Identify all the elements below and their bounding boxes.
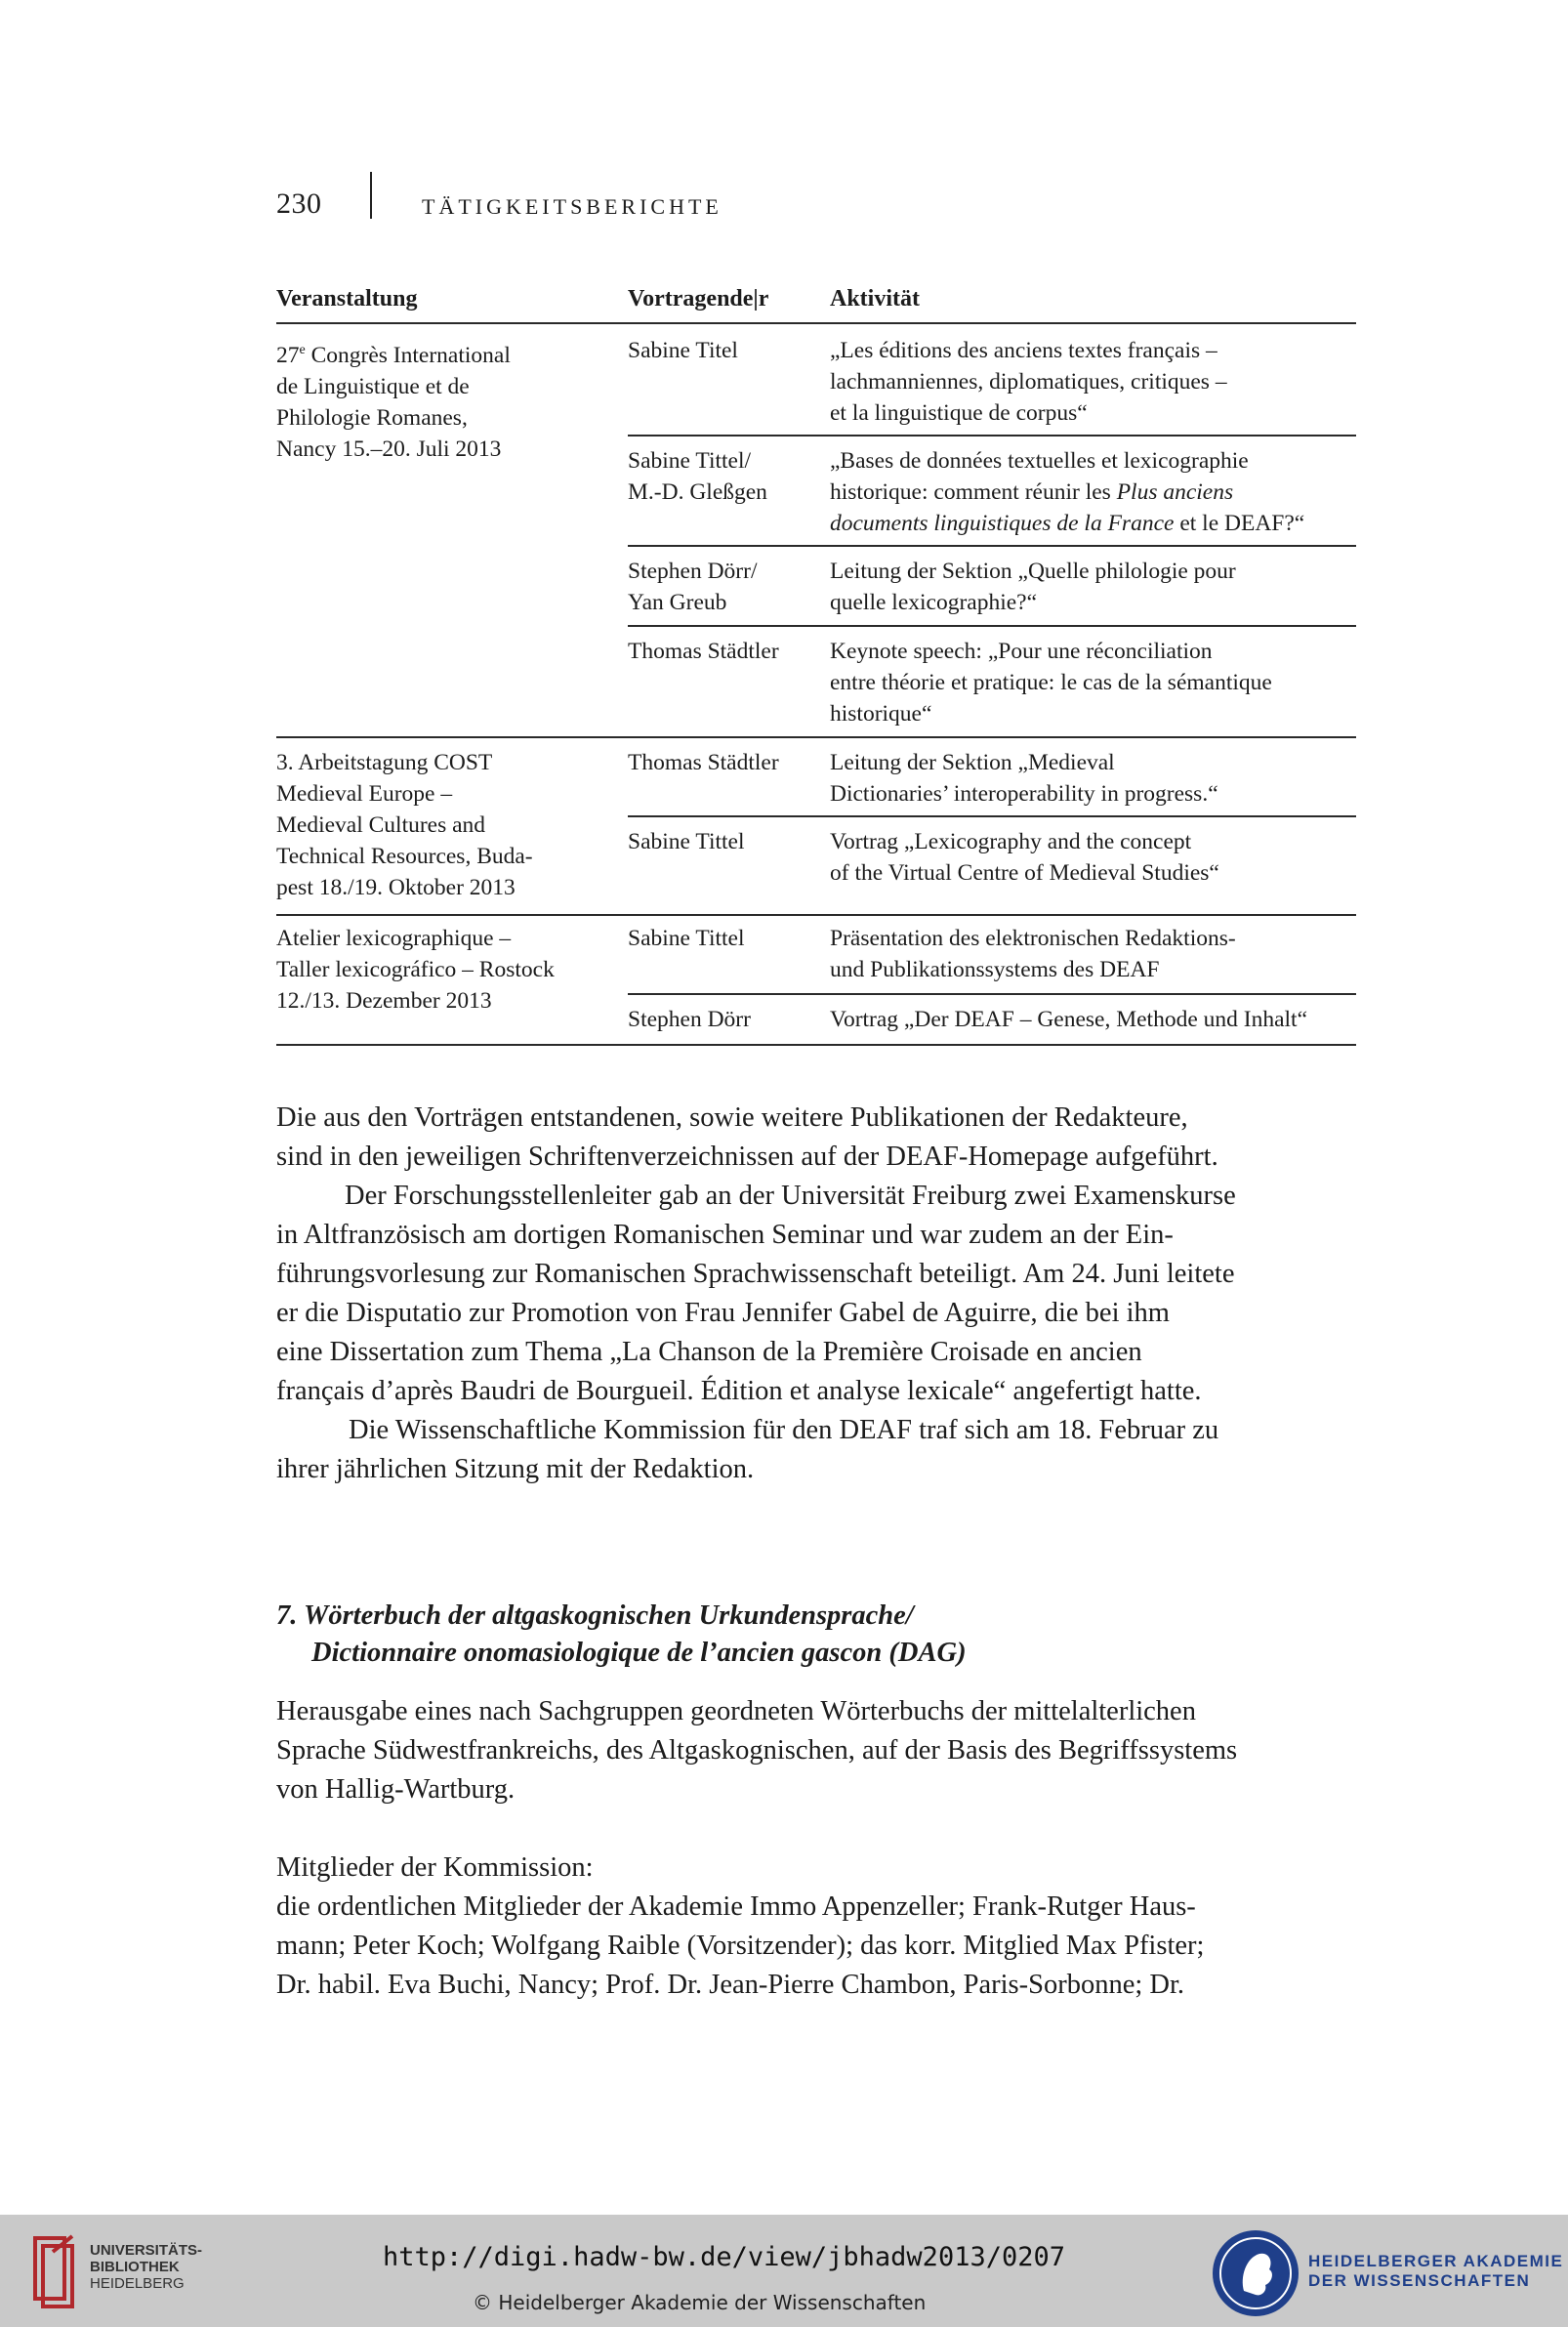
activity-cell: Vortrag „Der DEAF – Genese, Methode und Inhalt“ xyxy=(830,1007,1308,1032)
table-bottom-rule xyxy=(276,1044,1356,1046)
activity-cell: Leitung der Sektion „Quelle philologie pour quelle lexicographie?“ xyxy=(830,559,1236,615)
copyright-notice: © Heidelberger Akademie der Wissenschaften xyxy=(473,2291,927,2314)
group-rule xyxy=(276,914,1356,916)
academy-name: HEIDELBERGER AKADEMIE DER WISSENSCHAFTEN xyxy=(1308,2252,1564,2290)
column-header-speaker: Vortragende|r xyxy=(628,286,769,312)
activity-cell: „Bases de données textuelles et lexicographie historique: comment réunir les Plus anciens documents linguistiques de la France et le DEAF?“ xyxy=(830,448,1305,536)
page-number: 230 xyxy=(276,187,322,220)
speaker-cell: Thomas Städtler xyxy=(628,639,779,664)
table-header-rule xyxy=(276,322,1356,324)
activity-cell: „Les éditions des anciens textes français – lachmanniennes, diplomatiques, critiques – et la linguistique de corpus“ xyxy=(830,338,1227,426)
paragraph-commission: Die Wissenschaftliche Kommission für den DEAF traf sich am 18. Februar zu ihrer jährlichen Sitzung mit der Redaktion. xyxy=(276,1415,1219,1484)
university-library-logo-icon xyxy=(29,2232,88,2310)
activity-cell: Leitung der Sektion „Medieval Dictionaries’ interoperability in progress.“ xyxy=(830,750,1218,807)
paragraph-teaching: Der Forschungsstellenleiter gab an der Universität Freiburg zwei Examenskurse in Altfranzösisch am dortigen Romanischen Seminar und war zudem an der Ein- führungsvorlesung zur Romanischen Sprachwissenschaft beteiligt. Am 24. Juni leitete er die Disputatio zur Promotion von Frau Jennifer Gabel de Aguirre, die bei ihm eine Dissertation zum Thema „La Chanson de la Première Croisade en ancien français d’après Baudri de Bourgueil. Édition et analyse lexicale“ angefertigt hatte. xyxy=(276,1181,1236,1406)
section-heading: 7. Wörterbuch der altgaskognischen Urkundensprache/ Dictionnaire onomasiologique de l’ancien gascon (DAG) xyxy=(276,1600,967,1668)
members-label: Mitglieder der Kommission: xyxy=(276,1852,594,1883)
paragraph-dag-intro: Herausgabe eines nach Sachgruppen geordneten Wörterbuchs der mittelalterlichen Sprache Südwestfrankreichs, des Altgaskognischen, auf der Basis des Begriffssystems von Hallig-Wartburg. xyxy=(276,1696,1238,1805)
paragraph-publications: Die aus den Vorträgen entstandenen, sowie weitere Publikationen der Redakteure, sind in den jeweiligen Schriftenverzeichnissen auf der DEAF-Homepage aufgeführt. xyxy=(276,1102,1218,1172)
speaker-cell: Stephen Dörr/ Yan Greub xyxy=(628,559,758,615)
paragraph-members: Mitglieder der Kommission: die ordentlichen Mitglieder der Akademie Immo Appenzeller; Frank-Rutger Haus- mann; Peter Koch; Wolfgang Raible (Vorsitzender); das korr. Mitglied Max Pfister; Dr. habil. Eva Buchi, Nancy; Prof. Dr. Jean-Pierre Chambon, Paris-Sorbonne; Dr. xyxy=(276,1849,1354,2005)
row-rule xyxy=(628,815,1356,817)
column-header-activity: Aktivität xyxy=(830,286,920,312)
row-rule xyxy=(628,993,1356,995)
group-rule xyxy=(276,736,1356,738)
event-name: Atelier lexicographique – Taller lexicográfico – Rostock 12./13. Dezember 2013 xyxy=(276,926,555,1014)
speaker-cell: Sabine Titel xyxy=(628,338,738,363)
column-header-event: Veranstaltung xyxy=(276,286,418,312)
header-divider xyxy=(370,172,372,219)
row-rule xyxy=(628,545,1356,547)
running-head: TÄTIGKEITSBERICHTE xyxy=(422,194,722,219)
academy-seal-icon xyxy=(1211,2228,1300,2318)
event-name: 27e Congrès International de Linguistique et de Philologie Romanes, Nancy 15.–20. Juli 2013 xyxy=(276,342,511,462)
row-rule xyxy=(628,625,1356,627)
permalink[interactable]: http://digi.hadw-bw.de/view/jbhadw2013/0207 xyxy=(383,2242,1065,2272)
speaker-cell: Thomas Städtler xyxy=(628,750,779,775)
row-rule xyxy=(628,435,1356,436)
speaker-cell: Sabine Tittel/ M.-D. Gleßgen xyxy=(628,448,767,505)
activity-cell: Vortrag „Lexicography and the concept of the Virtual Centre of Medieval Studies“ xyxy=(830,829,1219,886)
event-name: 3. Arbeitstagung COST Medieval Europe – Medieval Cultures and Technical Resources, Buda- pest 18./19. Oktober 2013 xyxy=(276,750,533,900)
speaker-cell: Stephen Dörr xyxy=(628,1007,751,1032)
university-library-name: UNIVERSITÄTS- BIBLIOTHEK HEIDELBERG xyxy=(90,2242,203,2292)
speaker-cell: Sabine Tittel xyxy=(628,829,745,854)
activity-cell: Keynote speech: „Pour une réconciliation entre théorie et pratique: le cas de la sémantique historique“ xyxy=(830,639,1272,727)
activity-cell: Präsentation des elektronischen Redaktions- und Publikationssystems des DEAF xyxy=(830,926,1236,982)
speaker-cell: Sabine Tittel xyxy=(628,926,745,951)
